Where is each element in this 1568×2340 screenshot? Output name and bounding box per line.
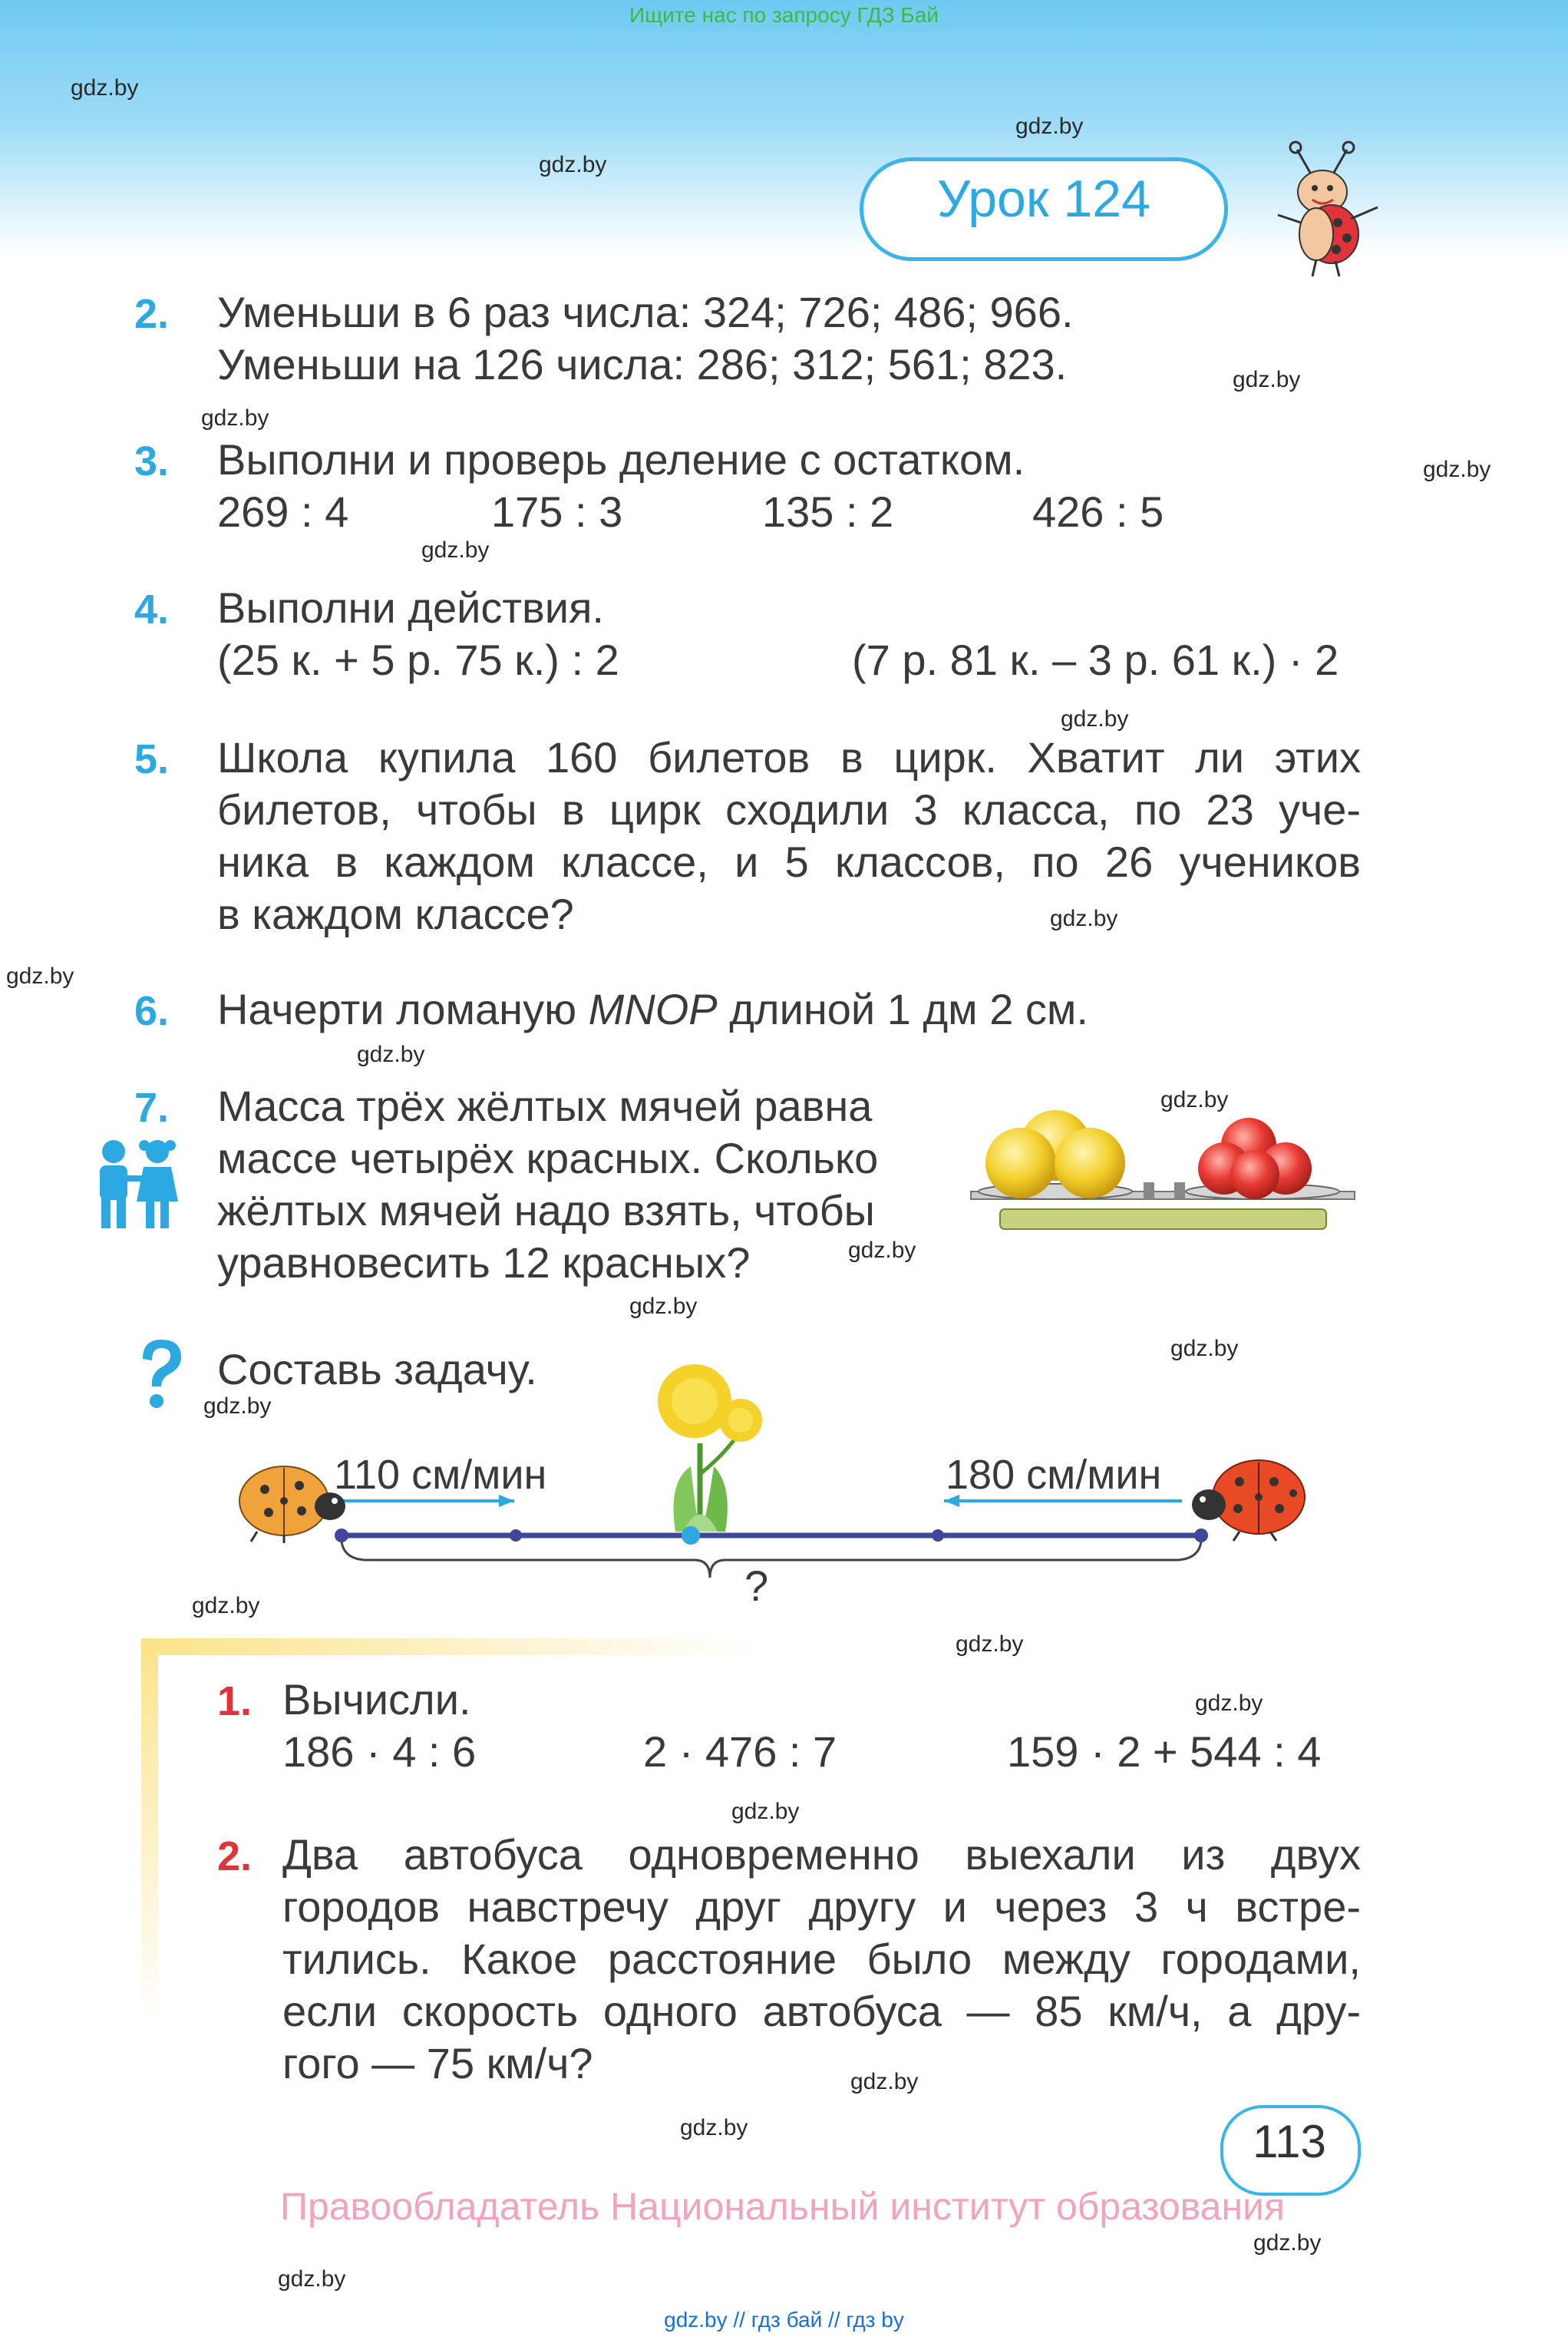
task-text: Два автобуса одновременно выехали из двух: [282, 1830, 1361, 1879]
watermark: gdz.by: [203, 1393, 272, 1419]
watermark: gdz.by: [6, 963, 74, 989]
expression: (7 р. 81 к. – 3 р. 61 к.) · 2: [852, 636, 1339, 684]
polyline-name: MNOP: [588, 985, 718, 1033]
task-number: 4.: [134, 587, 170, 633]
extra-task-number: 1.: [217, 1678, 253, 1724]
task-text: если скорость одного автобуса — 85 км/ч, а дру-: [282, 1987, 1361, 2035]
watermark: gdz.by: [278, 2266, 346, 2292]
task-text: в каждом классе?: [217, 890, 574, 938]
task-number: 7.: [134, 1085, 170, 1131]
copyright: Правообладатель Национальный институт образования: [280, 2185, 1286, 2228]
task-text: Выполни и проверь деление с остатком.: [217, 435, 1025, 484]
expression: 426 : 5: [1032, 488, 1164, 536]
extra-task-number: 2.: [217, 1833, 253, 1879]
task-text: Составь задачу.: [217, 1345, 537, 1393]
task-text: Школа купила 160 билетов в цирк. Хватит ли этих: [217, 733, 1361, 782]
watermark: gdz.by: [956, 1631, 1024, 1657]
footer-links[interactable]: gdz.by // гдз бай // гдз by: [664, 2308, 904, 2332]
watermark: gdz.by: [1170, 1336, 1239, 1361]
task-text: городов навстречу друг другу и через 3 ч встре-: [282, 1882, 1361, 1931]
balance-scale-image: [963, 1106, 1362, 1244]
ladybug-mascot-icon: [1270, 138, 1385, 284]
watermark: gdz.by: [201, 405, 269, 431]
expression: (25 к. + 5 р. 75 к.) : 2: [217, 636, 619, 684]
watermark: gdz.by: [1233, 367, 1301, 392]
watermark: gdz.by: [1253, 2230, 1322, 2256]
task-number: 6.: [134, 988, 170, 1034]
top-note: Ищите нас по запросу ГДЗ Бай: [629, 3, 939, 27]
watermark: gdz.by: [848, 1238, 916, 1263]
task-number: 2.: [134, 291, 170, 337]
distance-question: ?: [744, 1562, 769, 1610]
task-number: 5.: [134, 736, 170, 782]
expression: 269 : 4: [217, 488, 349, 536]
watermark: gdz.by: [539, 152, 607, 177]
watermark: gdz.by: [1160, 1087, 1229, 1112]
task-number: 3.: [134, 438, 170, 484]
watermark: gdz.by: [850, 2069, 919, 2094]
watermark: gdz.by: [629, 1294, 698, 1319]
watermark: gdz.by: [71, 75, 139, 101]
expression: 175 : 3: [491, 488, 623, 536]
ladybug-left-icon: [234, 1459, 345, 1543]
watermark: gdz.by: [1050, 906, 1118, 931]
task-text: Уменьши в 6 раз числа: 324; 726; 486; 966.: [217, 288, 1074, 336]
question-mark-icon: [129, 1336, 190, 1413]
expression: 135 : 2: [762, 488, 894, 536]
expression: 159 · 2 + 544 : 4: [1007, 1727, 1322, 1776]
watermark: gdz.by: [680, 2115, 748, 2140]
task-text: Масса трёх жёлтых мячей равна: [217, 1082, 873, 1130]
lesson-title: Урок 124: [937, 170, 1150, 228]
ladybug-right-icon: [1186, 1455, 1309, 1543]
expression: 2 · 476 : 7: [643, 1727, 837, 1776]
speed-label-right: 180 см/мин: [946, 1452, 1162, 1498]
watermark: gdz.by: [1195, 1691, 1263, 1716]
task-text: уравновесить 12 красных?: [217, 1238, 751, 1287]
watermark: gdz.by: [1061, 706, 1129, 732]
watermark: gdz.by: [1015, 114, 1084, 139]
task-text: Вычисли.: [282, 1675, 471, 1724]
task-text: билетов, чтобы в цирк сходили 3 класса, по 23 уче-: [217, 785, 1361, 834]
expression: 186 · 4 : 6: [282, 1727, 477, 1776]
speed-label-left: 110 см/мин: [334, 1452, 547, 1498]
task-text: гого — 75 км/ч?: [282, 2039, 593, 2087]
task-text: [217, 983, 1088, 1036]
task-text: массе четырёх красных. Сколько: [217, 1134, 879, 1182]
task-text: тились. Какое расстояние было между городами,: [282, 1935, 1361, 1983]
watermark: gdz.by: [357, 1042, 425, 1067]
watermark: gdz.by: [731, 1799, 800, 1824]
task-text-part: длиной 1 дм 2 см.: [717, 985, 1088, 1033]
watermark: gdz.by: [421, 537, 490, 563]
task-text: Уменьши на 126 числа: 286; 312; 561; 823.: [217, 340, 1068, 388]
task-text: Выполни действия.: [217, 583, 604, 632]
task-text: жёлтых мячей надо взять, чтобы: [217, 1186, 875, 1234]
watermark: gdz.by: [1423, 457, 1491, 482]
task-text: ника в каждом классе, и 5 классов, по 26 учеников: [217, 838, 1361, 886]
watermark: gdz.by: [192, 1593, 260, 1618]
page-number: 113: [1253, 2116, 1326, 2167]
pair-work-icon: [84, 1136, 188, 1232]
task-text-part: Начерти ломаную: [217, 985, 589, 1033]
